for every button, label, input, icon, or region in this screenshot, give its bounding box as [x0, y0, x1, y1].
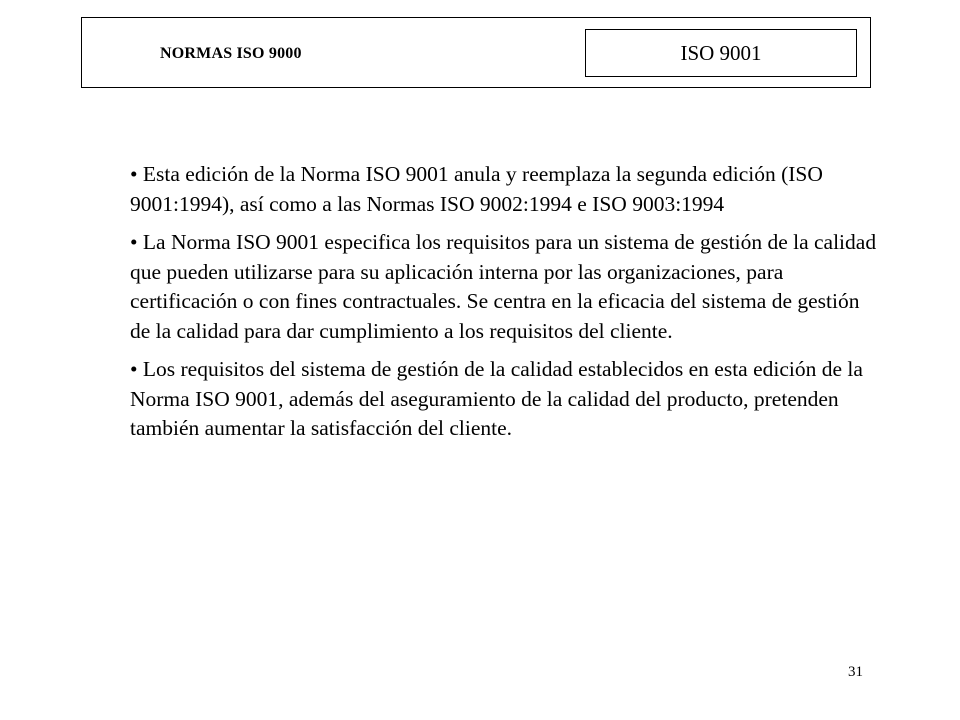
bullet-paragraph-1: • Esta edición de la Norma ISO 9001 anula y reemplaza la segunda edición (ISO 9001:1994), así como a las Normas ISO 9002:1994 e ISO 9003:1994 — [130, 162, 823, 216]
page-number: 31 — [848, 664, 863, 680]
bullet-paragraph-3: • Los requisitos del sistema de gestión de la calidad establecidos en esta edición de la Norma ISO 9001, además del aseguramiento de la calidad del producto, pretenden también aumentar la satisfacción del cliente. — [130, 357, 863, 440]
header-section-title: NORMAS ISO 9000 — [160, 45, 302, 62]
header-box — [81, 17, 871, 88]
header-standard-label: ISO 9001 — [585, 29, 857, 77]
bullet-paragraph-2: • La Norma ISO 9001 especifica los requisitos para un sistema de gestión de la calidad que pueden utilizarse para su aplicación interna por las organizaciones, para certificación o con fines contractuales. Se centra en la eficacia del sistema de gestión de la calidad para dar cumplimiento a los requisitos del cliente. — [130, 230, 877, 343]
slide-body — [130, 160, 880, 453]
